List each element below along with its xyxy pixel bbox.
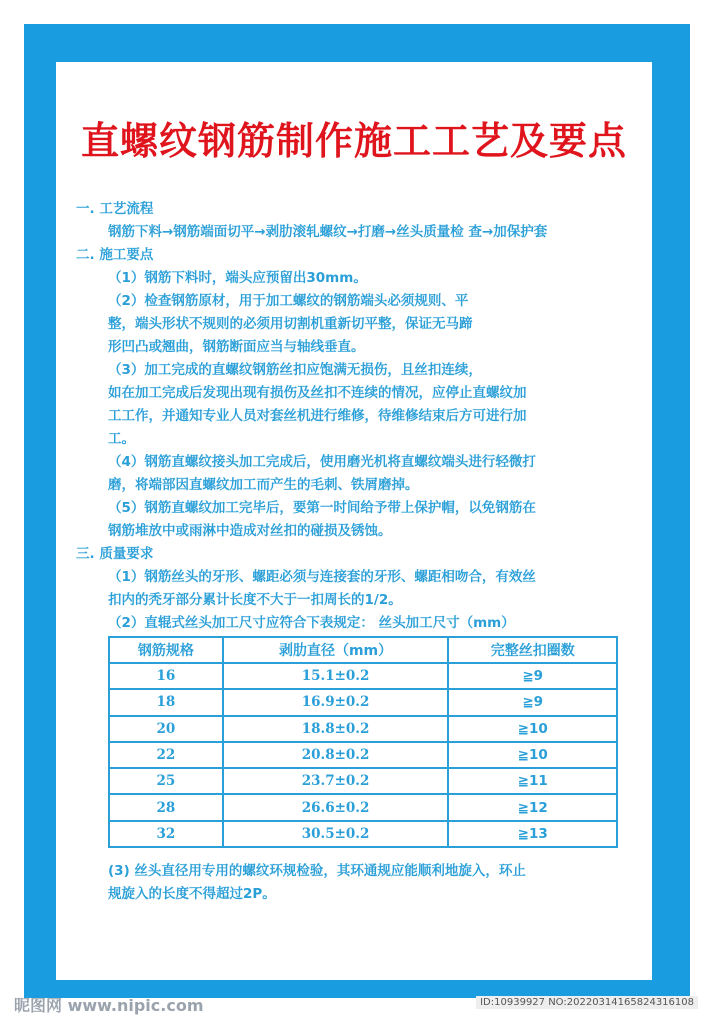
table-cell: 22 [109,742,223,768]
table-cell: 15.1±0.2 [223,663,449,689]
table-cell: 20 [109,716,223,742]
table-row [109,768,617,794]
s2-line: 钢筋堆放中或雨淋中造成对丝扣的碰损及锈蚀。 [108,523,392,539]
table-cell: 30.5±0.2 [223,821,449,847]
table-row [109,663,617,689]
s2-line: （5）钢筋直螺纹加工完毕后，要第一时间给予带上保护帽，以免钢筋在 [108,500,536,516]
s2-line: （1）钢筋下料时，端头应预留出30mm。 [108,270,367,286]
s2-line: 工。 [108,431,135,447]
note-line: 规旋入的长度不得超过2P。 [108,886,276,902]
watermark-id: ID:10939927 NO:20220314165824316108 [476,996,698,1009]
table-cell: ≧13 [448,821,617,847]
header-cell: 完整丝扣圈数 [448,637,617,663]
s2-line: 整，端头形状不规则的必须用切割机重新切平整，保证无马蹄 [108,316,473,332]
s3-line: （1）钢筋丝头的牙形、螺距必须与连接套的牙形、螺距相吻合，有效丝 [108,569,536,585]
s2-line: 形凹凸或翘曲，钢筋断面应当与轴线垂直。 [108,339,365,355]
table-row [109,689,617,715]
s3-line: （2）直辊式丝头加工尺寸应符合下表规定： 丝头加工尺寸（mm） [108,615,515,631]
note-line: (3) 丝头直径用专用的螺纹环规检验，其环通规应能顺利地旋入，环止 [108,863,526,879]
table-cell: ≧9 [448,689,617,715]
page-title: 直螺纹钢筋制作施工工艺及要点 [80,119,627,163]
section-2-heading: 二. 施工要点 [76,247,154,263]
process-flow: 钢筋下料→钢筋端面切平→剥肋滚轧螺纹→打磨→丝头质量检 查→加保护套 [108,224,548,240]
table-row [109,794,617,820]
table-row [109,716,617,742]
table-cell: 20.8±0.2 [223,742,449,768]
section-1-heading: 一. 工艺流程 [76,201,154,217]
s2-line: （4）钢筋直螺纹接头加工完成后，使用磨光机将直螺纹端头进行轻微打 [108,454,536,470]
header-cell: 钢筋规格 [109,637,223,663]
s2-line: 工工作，并通知专业人员对套丝机进行维修，待维修结束后方可进行加 [108,408,527,424]
section-3-heading: 三. 质量要求 [76,546,154,562]
table-cell: 23.7±0.2 [223,768,449,794]
s3-line: 扣内的秃牙部分累计长度不大于一扣周长的1/2。 [108,592,402,608]
s2-line: 如在加工完成后发现出现有损伤及丝扣不连续的情况，应停止直螺纹加 [108,385,527,401]
table-cell: 16.9±0.2 [223,689,449,715]
body-text [56,198,652,635]
watermark-site: 昵图网 www.nipic.com [14,996,204,1015]
table-row [109,821,617,847]
table-cell: 18.8±0.2 [223,716,449,742]
table-cell: 18 [109,689,223,715]
table-cell: ≧11 [448,768,617,794]
thread-size-table [108,636,618,848]
table-cell: 25 [109,768,223,794]
table-cell: 16 [109,663,223,689]
table-cell: ≧10 [448,742,617,768]
table-row [109,742,617,768]
table-header-row [109,637,617,663]
s2-line: （3）加工完成的直螺纹钢筋丝扣应饱满无损伤，且丝扣连续， [108,362,482,378]
table-cell: ≧9 [448,663,617,689]
table-cell: 32 [109,821,223,847]
table-cell: ≧12 [448,794,617,820]
s2-line: （2）检查钢筋原材，用于加工螺纹的钢筋端头必须规则、平 [108,293,469,309]
header-cell: 剥肋直径（mm） [223,637,449,663]
thread-gauge-note [108,860,628,906]
table-cell: 26.6±0.2 [223,794,449,820]
table-cell: 28 [109,794,223,820]
s2-line: 磨，将端部因直螺纹加工而产生的毛刺、铁屑磨掉。 [108,477,419,493]
table-cell: ≧10 [448,716,617,742]
